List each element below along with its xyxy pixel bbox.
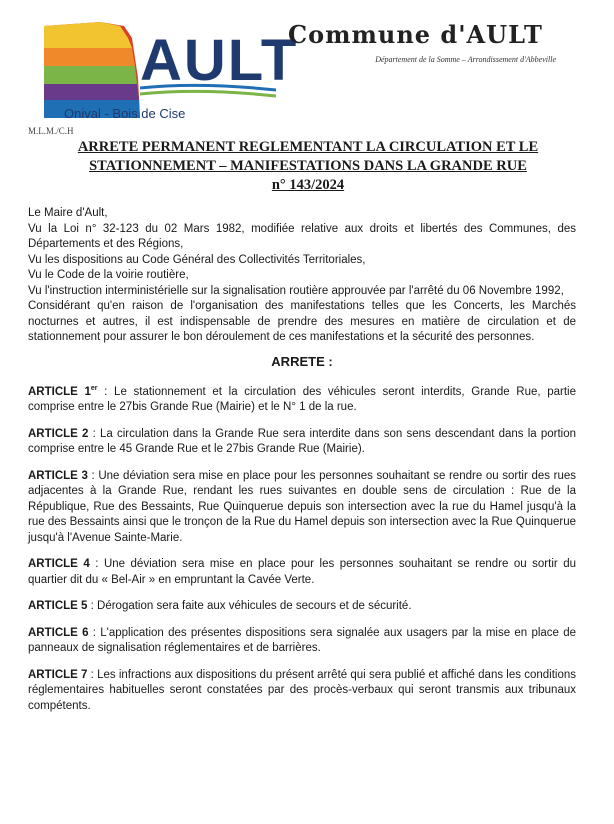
article-text: Une déviation sera mise en place pour les personnes souhaitant se rendre ou sortir des rues adjacentes à la Grande Rue, rendant les rues suivantes en double sens de circulation : Rue de la République, Rue des Bessaints, Rue Quinquerue depuis son intersection avec la rue du Hamel jusqu'à la rue des Bessaints ainsi que le tronçon de la Rue du Hamel depuis son intersection avec la Rue Quinquerue jusqu'à l'Avenue Sainte-Marie.	[28, 469, 576, 544]
preamble-line: Vu l'instruction interministérielle sur la signalisation routière approuvée par l'arrêté du 06 Novembre 1992,	[28, 284, 564, 297]
preamble-line: Le Maire d'Ault,	[28, 207, 108, 219]
article-text: La circulation dans la Grande Rue sera interdite dans son sens descendant dans la portion comprise entre le 45 Grande Rue et le 27bis Grande Rue (Mairie).	[28, 427, 576, 456]
article-label: ARTICLE 4	[28, 558, 90, 571]
article-label: ARTICLE 2	[28, 427, 89, 440]
preamble-line: Vu la Loi n° 32-123 du 02 Mars 1982, modifiée relative aux droits et libertés des Communes, des Départements et des Régions,	[28, 222, 576, 250]
article-text: Une déviation sera mise en place pour les personnes souhaitant se rendre ou sortir du quartier dit du « Bel-Air » en empruntant la Cavée Verte.	[28, 558, 576, 586]
department-line: Département de la Somme – Arrondissement d'Abbeville	[375, 55, 556, 64]
arrete-number: n° 143/2024	[271, 177, 345, 193]
article-label: ARTICLE 3	[28, 469, 88, 482]
article-5: ARTICLE 5 : Dérogation sera faite aux véhicules de secours et de sécurité.	[28, 600, 412, 613]
article-text: Dérogation sera faite aux véhicules de secours et de sécurité.	[97, 600, 412, 613]
article-label: ARTICLE 7	[28, 668, 88, 681]
title-line-2: STATIONNEMENT – MANIFESTATIONS DANS LA GRANDE RUE	[89, 158, 527, 174]
article-6: ARTICLE 6 : L'application des présentes dispositions sera signalée aux usagers par la mise en place de panneaux de signalisation réglementaires et de barrières.	[28, 626, 576, 655]
article-label: ARTICLE 5	[28, 600, 88, 613]
logo-subtitle: Onival - Bois de Cise	[64, 106, 186, 121]
logo-wordmark: AULT	[140, 28, 299, 93]
arrete-heading: ARRETE :	[271, 353, 333, 369]
article-label: ARTICLE 6	[28, 626, 89, 639]
commune-logo	[40, 18, 299, 122]
preamble-line: Considérant qu'en raison de l'organisation des manifestations telles que les Concerts, les Marchés nocturnes et autres, il est indispensable de prendre des mesures en matière de circulation et de stationnement pour assurer le bon déroulement de ces manifestations et la sécurité des personnes.	[28, 300, 576, 343]
document-body	[28, 206, 576, 725]
preamble-line: Vu les dispositions au Code Général des Collectivités Territoriales,	[28, 253, 366, 266]
article-3: ARTICLE 3 : Une déviation sera mise en place pour les personnes souhaitant se rendre ou sortir des rues adjacentes à la Grande Rue, rendant les rues suivantes en double sens de circulation : Rue de la République, Rue des Bessaints, Rue Quinquerue depuis son intersection avec la rue du Hamel jusqu'à la rue des Bessaints ainsi que le tronçon de la Rue du Hamel depuis son intersection avec la Rue Quinquerue jusqu'à l'Avenue Sainte-Marie.	[28, 469, 576, 544]
article-text: Les infractions aux dispositions du présent arrêté qui sera publié et affiché dans les conditions réglementaires habituelles seront constatées par des procès-verbaux qui seront transmis aux tribunaux compétents.	[28, 668, 577, 712]
article-4: ARTICLE 4 : Une déviation sera mise en place pour les personnes souhaitant se rendre ou sortir du quartier dit du « Bel-Air » en empruntant la Cavée Verte.	[28, 558, 576, 586]
preamble-line: Vu le Code de la voirie routière,	[28, 269, 189, 281]
title-line-1: ARRETE PERMANENT REGLEMENTANT LA CIRCULATION ET LE	[77, 139, 539, 155]
article-text: Le stationnement et la circulation des véhicules seront interdits, Grande Rue, partie comprise entre le 27bis Grande Rue (Mairie) et le N° 1 de la rue.	[28, 385, 576, 414]
article-1: ARTICLE 1er : Le stationnement et la circulation des véhicules seront interdits, Grande Rue, partie comprise entre le 27bis Grande Rue (Mairie) et le N° 1 de la rue.	[28, 385, 576, 414]
article-label: ARTICLE 1er	[28, 385, 98, 398]
commune-name: Commune d'AULT	[288, 20, 543, 49]
document-title	[38, 138, 578, 195]
article-2: ARTICLE 2 : La circulation dans la Grande Rue sera interdite dans son sens descendant dans la portion comprise entre le 45 Grande Rue et le 27bis Grande Rue (Mairie).	[28, 427, 576, 456]
reference-initials: M.L.M./C.H	[28, 126, 74, 136]
article-text: L'application des présentes dispositions sera signalée aux usagers par la mise en place de panneaux de signalisation réglementaires et de barrières.	[28, 626, 576, 655]
article-7: ARTICLE 7 : Les infractions aux dispositions du présent arrêté qui sera publié et affiché dans les conditions réglementaires habituelles seront constatées par des procès-verbaux qui seront transmis aux tribunaux compétents.	[28, 668, 577, 712]
